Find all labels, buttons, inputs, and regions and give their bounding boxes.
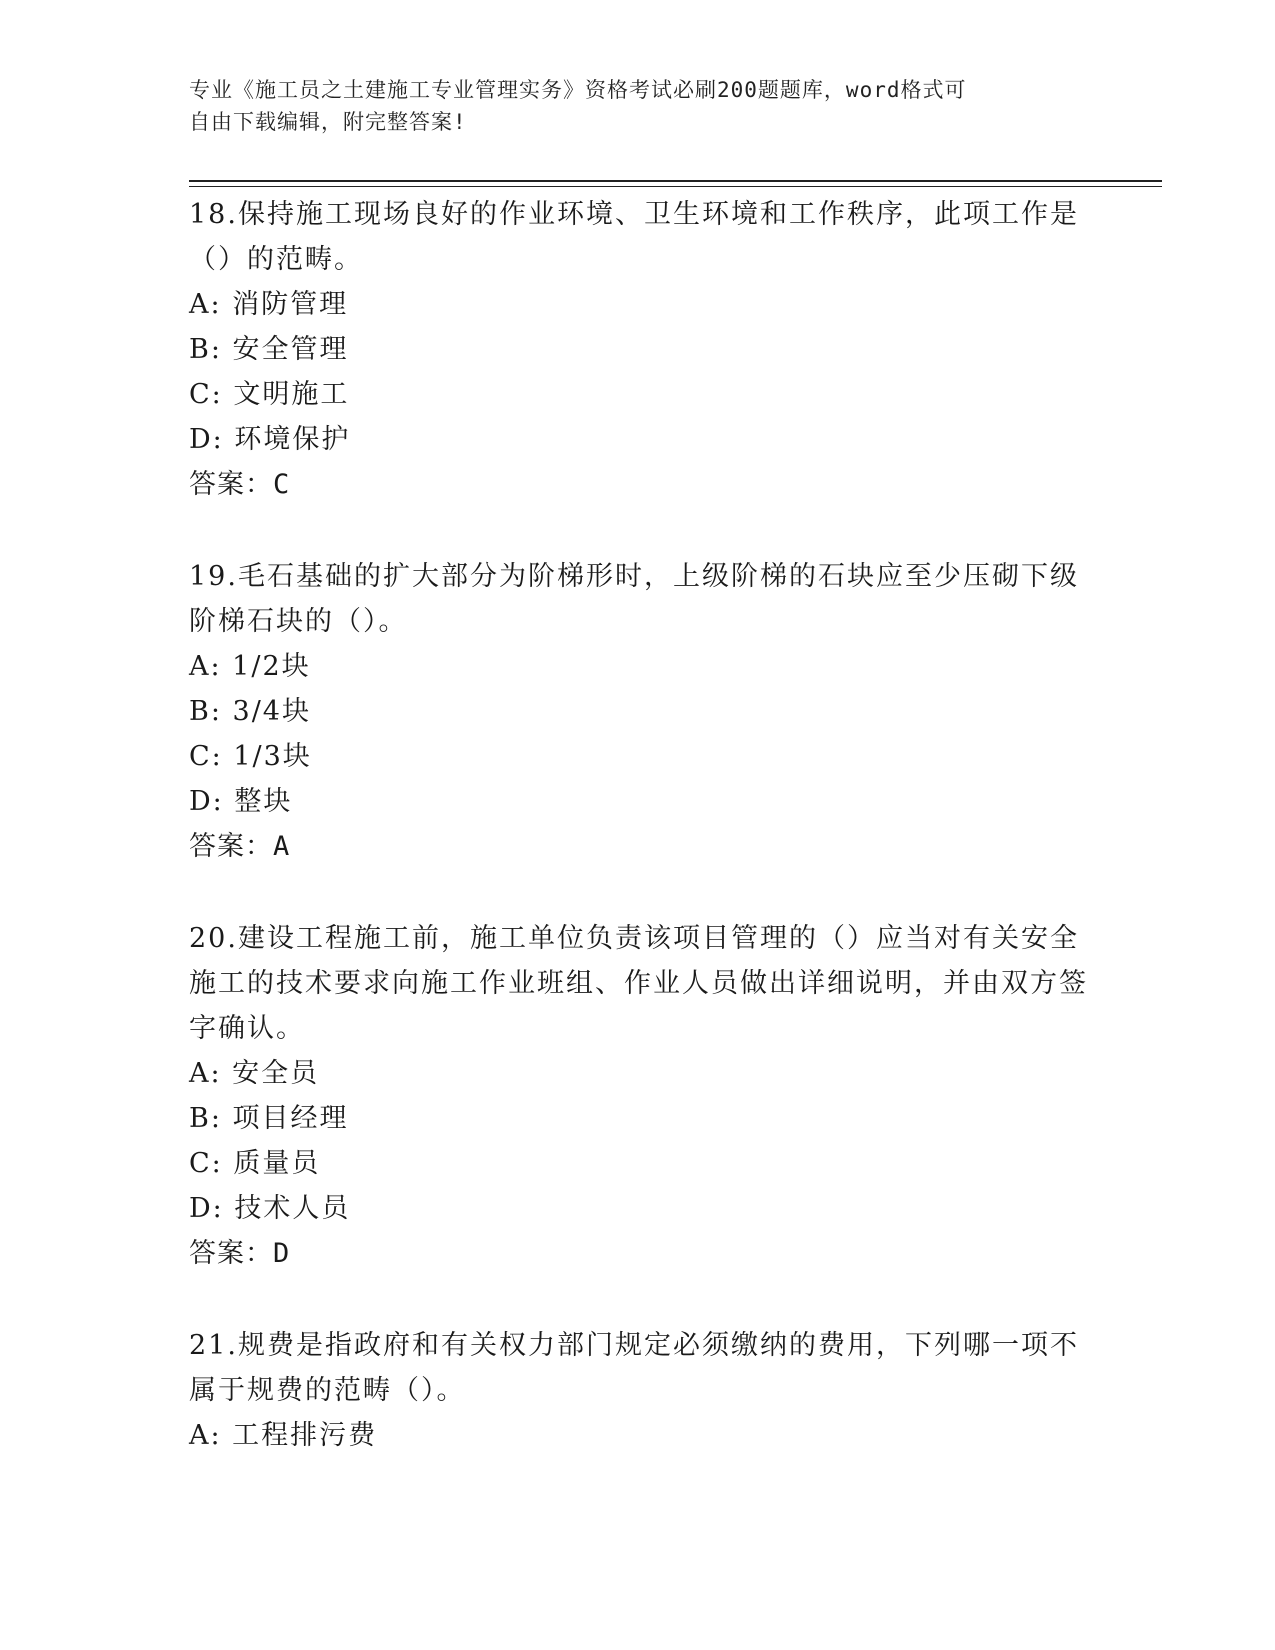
question-stem: 18.保持施工现场良好的作业环境、卫生环境和工作秩序，此项工作是（）的范畴。 xyxy=(189,199,1079,275)
option-d: D: 环境保护 xyxy=(189,424,351,455)
option-b: B: 3/4块 xyxy=(189,696,311,727)
option-c: C: 1/3块 xyxy=(189,741,312,772)
question-stem: 20.建设工程施工前，施工单位负责该项目管理的（）应当对有关安全施工的技术要求向施工作业班组、作业人员做出详细说明，并由双方签字确认。 xyxy=(189,923,1088,1044)
option-a: A: 工程排污费 xyxy=(189,1420,378,1451)
answer: 答案：A xyxy=(189,831,291,862)
option-c: C: 文明施工 xyxy=(189,379,350,410)
header-divider-thin xyxy=(189,186,1162,187)
question-stem: 21.规费是指政府和有关权力部门规定必须缴纳的费用，下列哪一项不属于规费的范畴（）。 xyxy=(189,1330,1079,1406)
option-a: A: 1/2块 xyxy=(189,651,311,682)
question-19 xyxy=(189,554,1089,869)
option-a: A: 消防管理 xyxy=(189,289,349,320)
question-list xyxy=(189,192,1089,1458)
question-spacer xyxy=(189,869,1089,916)
question-18 xyxy=(189,192,1089,507)
document-header xyxy=(189,74,1089,138)
question-21 xyxy=(189,1323,1089,1458)
answer: 答案：C xyxy=(189,469,291,500)
header-line-2: 自由下载编辑，附完整答案! xyxy=(189,110,467,134)
header-divider-thick xyxy=(189,180,1162,182)
option-b: B: 项目经理 xyxy=(189,1103,349,1134)
option-b: B: 安全管理 xyxy=(189,334,349,365)
question-stem: 19.毛石基础的扩大部分为阶梯形时，上级阶梯的石块应至少压砌下级阶梯石块的（）。 xyxy=(189,561,1079,637)
question-spacer xyxy=(189,507,1089,554)
option-d: D: 技术人员 xyxy=(189,1193,351,1224)
option-a: A: 安全员 xyxy=(189,1058,320,1089)
answer: 答案：D xyxy=(189,1238,291,1269)
option-c: C: 质量员 xyxy=(189,1148,321,1179)
header-line-1: 专业《施工员之土建施工专业管理实务》资格考试必刷200题题库，word格式可 xyxy=(189,78,967,102)
question-20 xyxy=(189,916,1089,1276)
question-spacer xyxy=(189,1276,1089,1323)
option-d: D: 整块 xyxy=(189,786,293,817)
